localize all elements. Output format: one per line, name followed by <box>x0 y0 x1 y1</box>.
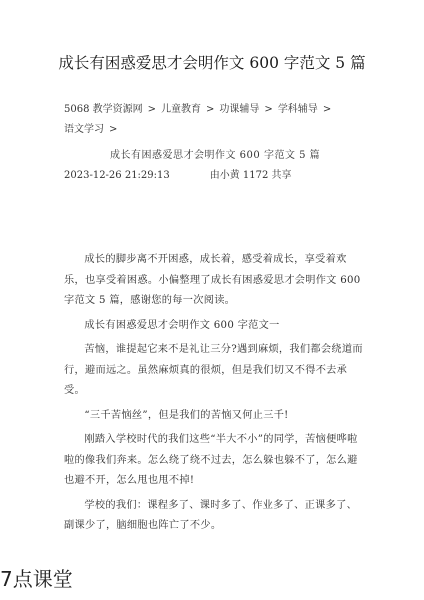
intro-paragraph: 成长的脚步离不开困惑，成长着，感受着成长，享受着欢乐，也享受着困惑。小偏整理了成长有困惑爱思才会明作文 600 字范文 5 篇，感谢您的每一次阅读。 <box>64 254 361 306</box>
breadcrumb-item-site[interactable]: 5068 教学资源网 <box>64 104 143 115</box>
publish-datetime: 2023-12-26 21:29:13 <box>64 170 170 181</box>
author-info: 由小黄 1172 共享 <box>209 170 292 181</box>
breadcrumb <box>64 100 384 140</box>
breadcrumb-item-chinese-study[interactable]: 语文学习 <box>64 124 104 135</box>
article-subtitle: 成长有困惑爱思才会明作文 600 字范文 5 篇 <box>110 150 321 161</box>
body-paragraph: 学校的我们：课程多了、课时多了、作业多了、正课多了、副课少了，脑细胞也阵亡了不少。 <box>64 499 358 531</box>
body-paragraph: “三千苦恼丝”，但是我们的苦恼又何止三千! <box>84 409 289 421</box>
breadcrumb-item-child-education[interactable]: 儿童教育 <box>161 104 202 115</box>
page-title: 成长有困惑爱思才会明作文 600 字范文 5 篇 <box>58 54 366 72</box>
breadcrumb-item-homework-help[interactable]: 功课辅导 <box>219 104 260 115</box>
body-paragraph: 刚踏入学校时代的我们这些“半大不小”的同学，苦恼便哗啦啦的像我们奔来。怎么绕了绕不过去，怎么躲也躲不了，怎么避也避不开，怎么甩也甩不掉! <box>64 434 358 486</box>
article-meta <box>64 166 292 181</box>
breadcrumb-separator: > <box>322 104 332 115</box>
body-paragraph: 苦恼，谁提起它来不是礼让三分?遇到麻烦，我们都会绕道而行，避而远之。虽然麻烦真的很烦，但是我们切又不得不去承受。 <box>64 344 363 396</box>
breadcrumb-separator: > <box>206 104 215 115</box>
breadcrumb-separator: > <box>264 104 273 115</box>
breadcrumb-separator: > <box>109 124 118 135</box>
section-heading: 成长有困惑爱思才会明作文 600 字范文一 <box>84 319 280 331</box>
breadcrumb-separator: > <box>147 104 157 115</box>
breadcrumb-item-subject-help[interactable]: 学科辅导 <box>277 104 318 115</box>
footer-watermark-text: 7点课堂 <box>0 567 73 591</box>
article-body <box>64 250 366 541</box>
